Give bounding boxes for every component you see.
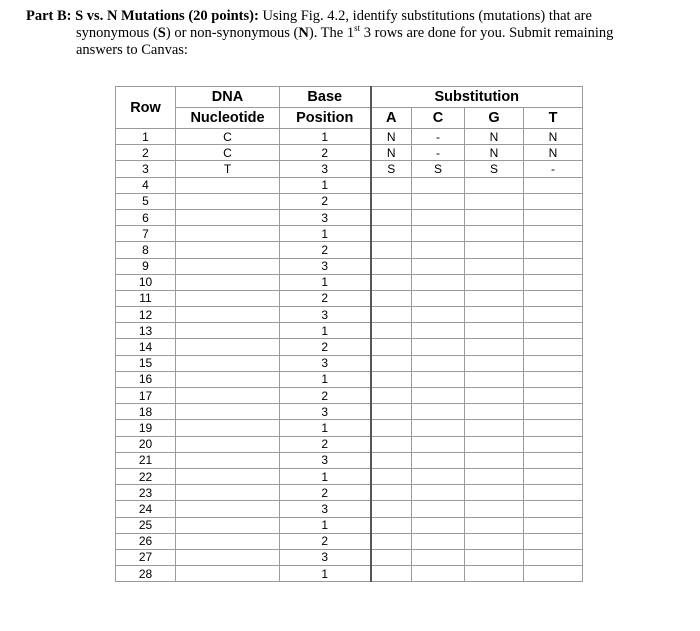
dna-nucleotide-cell	[176, 258, 280, 274]
base-position-cell: 1	[280, 129, 371, 145]
dna-nucleotide-cell	[176, 323, 280, 339]
table-row	[116, 371, 583, 387]
instructions-title: Part B: S vs. N Mutations (20 points):	[26, 8, 259, 24]
substitution-c-cell[interactable]	[412, 533, 465, 549]
substitution-g-cell[interactable]	[465, 193, 524, 209]
row-number-cell: 3	[116, 161, 176, 177]
table-row	[116, 517, 583, 533]
row-number-cell: 1	[116, 129, 176, 145]
synonymous-abbr: S	[157, 25, 166, 41]
substitution-g-cell[interactable]	[465, 468, 524, 484]
header-c: C	[412, 108, 465, 129]
substitution-c-cell[interactable]	[412, 209, 465, 225]
substitution-g-cell[interactable]	[465, 485, 524, 501]
substitution-g-cell[interactable]: N	[465, 129, 524, 145]
substitution-a-cell[interactable]	[371, 177, 412, 193]
substitution-a-cell[interactable]	[371, 566, 412, 582]
row-number-cell: 15	[116, 355, 176, 371]
substitution-c-cell[interactable]	[412, 485, 465, 501]
row-number-cell: 14	[116, 339, 176, 355]
substitution-c-cell[interactable]	[412, 517, 465, 533]
substitution-t-cell[interactable]	[524, 566, 583, 582]
substitution-c-cell[interactable]	[412, 420, 465, 436]
table-row	[116, 290, 583, 306]
substitution-t-cell[interactable]	[524, 226, 583, 242]
base-position-cell: 3	[280, 501, 371, 517]
instructions-line-2	[26, 25, 666, 42]
row-number-cell: 10	[116, 274, 176, 290]
dna-nucleotide-cell	[176, 501, 280, 517]
substitution-g-cell[interactable]	[465, 323, 524, 339]
substitution-t-cell[interactable]	[524, 404, 583, 420]
substitution-g-cell[interactable]	[465, 404, 524, 420]
substitution-c-cell[interactable]	[412, 258, 465, 274]
dna-nucleotide-cell	[176, 468, 280, 484]
dna-nucleotide-cell	[176, 371, 280, 387]
table-row	[116, 274, 583, 290]
row-number-cell: 17	[116, 388, 176, 404]
instructions-paragraph	[26, 8, 666, 59]
substitution-a-cell[interactable]	[371, 485, 412, 501]
dna-nucleotide-cell	[176, 226, 280, 242]
header-dna-line2: Nucleotide	[176, 108, 280, 129]
base-position-cell: 3	[280, 404, 371, 420]
row-number-cell: 5	[116, 193, 176, 209]
row-number-cell: 13	[116, 323, 176, 339]
dna-nucleotide-cell	[176, 290, 280, 306]
substitution-a-cell[interactable]	[371, 307, 412, 323]
table-row	[116, 129, 583, 145]
dna-nucleotide-cell	[176, 388, 280, 404]
table-row	[116, 355, 583, 371]
table-row	[116, 388, 583, 404]
row-number-cell: 2	[116, 145, 176, 161]
substitution-g-cell[interactable]	[465, 226, 524, 242]
substitution-c-cell[interactable]	[412, 177, 465, 193]
substitution-t-cell[interactable]	[524, 177, 583, 193]
substitution-t-cell[interactable]	[524, 242, 583, 258]
dna-nucleotide-cell: T	[176, 161, 280, 177]
substitution-t-cell[interactable]	[524, 501, 583, 517]
substitution-a-cell[interactable]	[371, 242, 412, 258]
substitution-c-cell[interactable]	[412, 468, 465, 484]
substitution-a-cell[interactable]	[371, 274, 412, 290]
substitution-t-cell[interactable]	[524, 371, 583, 387]
row-number-cell: 19	[116, 420, 176, 436]
substitution-g-cell[interactable]	[465, 307, 524, 323]
substitution-t-cell[interactable]	[524, 323, 583, 339]
substitution-a-cell[interactable]: S	[371, 161, 412, 177]
base-position-cell: 3	[280, 258, 371, 274]
substitution-t-cell[interactable]: N	[524, 129, 583, 145]
instructions-superscript: st	[354, 23, 361, 34]
base-position-cell: 2	[280, 242, 371, 258]
substitution-t-cell[interactable]	[524, 193, 583, 209]
mutation-table	[115, 86, 583, 582]
table-row	[116, 485, 583, 501]
substitution-c-cell[interactable]	[412, 339, 465, 355]
base-position-cell: 2	[280, 145, 371, 161]
substitution-t-cell[interactable]	[524, 258, 583, 274]
substitution-c-cell[interactable]	[412, 290, 465, 306]
substitution-g-cell[interactable]	[465, 388, 524, 404]
substitution-c-cell[interactable]	[412, 436, 465, 452]
substitution-g-cell[interactable]	[465, 290, 524, 306]
table-row	[116, 404, 583, 420]
row-number-cell: 8	[116, 242, 176, 258]
base-position-cell: 2	[280, 339, 371, 355]
substitution-c-cell[interactable]	[412, 242, 465, 258]
substitution-g-cell[interactable]: N	[465, 145, 524, 161]
substitution-t-cell[interactable]	[524, 274, 583, 290]
table-row	[116, 193, 583, 209]
substitution-g-cell[interactable]	[465, 177, 524, 193]
substitution-t-cell[interactable]	[524, 209, 583, 225]
dna-nucleotide-cell	[176, 404, 280, 420]
substitution-a-cell[interactable]	[371, 258, 412, 274]
table-row	[116, 258, 583, 274]
table-row	[116, 501, 583, 517]
substitution-c-cell[interactable]	[412, 404, 465, 420]
base-position-cell: 2	[280, 533, 371, 549]
base-position-cell: 3	[280, 209, 371, 225]
base-position-cell: 2	[280, 290, 371, 306]
substitution-g-cell[interactable]	[465, 355, 524, 371]
table-row	[116, 177, 583, 193]
base-position-cell: 1	[280, 468, 371, 484]
substitution-t-cell[interactable]: -	[524, 161, 583, 177]
table-row	[116, 339, 583, 355]
substitution-t-cell[interactable]	[524, 388, 583, 404]
header-g: G	[465, 108, 524, 129]
substitution-c-cell[interactable]	[412, 371, 465, 387]
substitution-a-cell[interactable]	[371, 388, 412, 404]
substitution-t-cell[interactable]	[524, 533, 583, 549]
table-row	[116, 209, 583, 225]
substitution-g-cell[interactable]	[465, 258, 524, 274]
row-number-cell: 7	[116, 226, 176, 242]
substitution-c-cell[interactable]	[412, 274, 465, 290]
row-number-cell: 23	[116, 485, 176, 501]
table-row	[116, 145, 583, 161]
substitution-g-cell[interactable]	[465, 501, 524, 517]
base-position-cell: 1	[280, 371, 371, 387]
substitution-t-cell[interactable]: N	[524, 145, 583, 161]
row-number-cell: 22	[116, 468, 176, 484]
table-row	[116, 307, 583, 323]
base-position-cell: 1	[280, 420, 371, 436]
substitution-a-cell[interactable]	[371, 226, 412, 242]
dna-nucleotide-cell	[176, 242, 280, 258]
dna-nucleotide-cell	[176, 420, 280, 436]
substitution-g-cell[interactable]: S	[465, 161, 524, 177]
substitution-c-cell[interactable]	[412, 566, 465, 582]
substitution-a-cell[interactable]	[371, 355, 412, 371]
substitution-a-cell[interactable]: N	[371, 145, 412, 161]
base-position-cell: 1	[280, 274, 371, 290]
instructions-text-3: ) or non-synonymous (	[165, 25, 299, 41]
substitution-t-cell[interactable]	[524, 307, 583, 323]
substitution-t-cell[interactable]	[524, 517, 583, 533]
header-t: T	[524, 108, 583, 129]
substitution-t-cell[interactable]	[524, 355, 583, 371]
base-position-cell: 3	[280, 161, 371, 177]
substitution-a-cell[interactable]: N	[371, 129, 412, 145]
base-position-cell: 1	[280, 517, 371, 533]
row-number-cell: 24	[116, 501, 176, 517]
substitution-a-cell[interactable]	[371, 290, 412, 306]
table-row	[116, 420, 583, 436]
substitution-c-cell[interactable]	[412, 355, 465, 371]
substitution-c-cell[interactable]	[412, 549, 465, 565]
base-position-cell: 2	[280, 388, 371, 404]
instructions-text-2: synonymous (	[76, 25, 158, 41]
table-row	[116, 533, 583, 549]
instructions-text-6: answers to Canvas:	[76, 42, 188, 58]
dna-nucleotide-cell	[176, 307, 280, 323]
header-dna-line1: DNA	[176, 87, 280, 108]
dna-nucleotide-cell	[176, 193, 280, 209]
dna-nucleotide-cell	[176, 533, 280, 549]
substitution-t-cell[interactable]	[524, 420, 583, 436]
row-number-cell: 27	[116, 549, 176, 565]
substitution-a-cell[interactable]	[371, 436, 412, 452]
row-number-cell: 21	[116, 452, 176, 468]
substitution-g-cell[interactable]	[465, 339, 524, 355]
substitution-t-cell[interactable]	[524, 452, 583, 468]
substitution-g-cell[interactable]	[465, 533, 524, 549]
table-row	[116, 161, 583, 177]
header-a: A	[371, 108, 412, 129]
substitution-g-cell[interactable]	[465, 420, 524, 436]
base-position-cell: 1	[280, 566, 371, 582]
dna-nucleotide-cell: C	[176, 145, 280, 161]
table-row	[116, 242, 583, 258]
table-row	[116, 323, 583, 339]
header-substitution: Substitution	[371, 87, 583, 108]
substitution-c-cell[interactable]: -	[412, 129, 465, 145]
table-row	[116, 549, 583, 565]
substitution-a-cell[interactable]	[371, 420, 412, 436]
base-position-cell: 1	[280, 226, 371, 242]
substitution-g-cell[interactable]	[465, 371, 524, 387]
dna-nucleotide-cell	[176, 452, 280, 468]
substitution-c-cell[interactable]: S	[412, 161, 465, 177]
dna-nucleotide-cell	[176, 485, 280, 501]
substitution-t-cell[interactable]	[524, 549, 583, 565]
substitution-g-cell[interactable]	[465, 436, 524, 452]
substitution-t-cell[interactable]	[524, 485, 583, 501]
base-position-cell: 2	[280, 485, 371, 501]
substitution-c-cell[interactable]	[412, 226, 465, 242]
base-position-cell: 3	[280, 355, 371, 371]
substitution-a-cell[interactable]	[371, 371, 412, 387]
instructions-text-1: Using Fig. 4.2, identify substitutions (mutations) that are	[258, 8, 592, 24]
substitution-a-cell[interactable]	[371, 404, 412, 420]
substitution-a-cell[interactable]	[371, 452, 412, 468]
substitution-g-cell[interactable]	[465, 517, 524, 533]
substitution-t-cell[interactable]	[524, 436, 583, 452]
substitution-c-cell[interactable]	[412, 501, 465, 517]
dna-nucleotide-cell	[176, 355, 280, 371]
substitution-c-cell[interactable]	[412, 323, 465, 339]
row-number-cell: 18	[116, 404, 176, 420]
row-number-cell: 16	[116, 371, 176, 387]
dna-nucleotide-cell	[176, 209, 280, 225]
substitution-g-cell[interactable]	[465, 209, 524, 225]
substitution-a-cell[interactable]	[371, 323, 412, 339]
substitution-a-cell[interactable]	[371, 517, 412, 533]
row-number-cell: 26	[116, 533, 176, 549]
instructions-text-4: ). The 1	[308, 25, 355, 41]
substitution-a-cell[interactable]	[371, 501, 412, 517]
row-number-cell: 9	[116, 258, 176, 274]
table-row	[116, 468, 583, 484]
substitution-t-cell[interactable]	[524, 468, 583, 484]
header-row: Row	[116, 87, 176, 129]
substitution-c-cell[interactable]	[412, 452, 465, 468]
row-number-cell: 4	[116, 177, 176, 193]
base-position-cell: 1	[280, 323, 371, 339]
substitution-c-cell[interactable]: -	[412, 145, 465, 161]
substitution-a-cell[interactable]	[371, 533, 412, 549]
header-base-line1: Base	[280, 87, 371, 108]
dna-nucleotide-cell: C	[176, 129, 280, 145]
substitution-g-cell[interactable]	[465, 274, 524, 290]
substitution-g-cell[interactable]	[465, 242, 524, 258]
substitution-g-cell[interactable]	[465, 549, 524, 565]
substitution-a-cell[interactable]	[371, 209, 412, 225]
dna-nucleotide-cell	[176, 549, 280, 565]
substitution-a-cell[interactable]	[371, 549, 412, 565]
dna-nucleotide-cell	[176, 517, 280, 533]
substitution-t-cell[interactable]	[524, 290, 583, 306]
base-position-cell: 3	[280, 549, 371, 565]
base-position-cell: 3	[280, 452, 371, 468]
base-position-cell: 3	[280, 307, 371, 323]
row-number-cell: 25	[116, 517, 176, 533]
row-number-cell: 12	[116, 307, 176, 323]
instructions-text-5: 3 rows are done for you. Submit remaining	[360, 25, 614, 41]
substitution-c-cell[interactable]	[412, 388, 465, 404]
base-position-cell: 2	[280, 193, 371, 209]
dna-nucleotide-cell	[176, 566, 280, 582]
header-base-line2: Position	[280, 108, 371, 129]
row-number-cell: 20	[116, 436, 176, 452]
substitution-g-cell[interactable]	[465, 566, 524, 582]
table-body	[116, 129, 583, 582]
non-synonymous-abbr: N	[298, 25, 309, 41]
row-number-cell: 28	[116, 566, 176, 582]
substitution-a-cell[interactable]	[371, 468, 412, 484]
dna-nucleotide-cell	[176, 339, 280, 355]
dna-nucleotide-cell	[176, 274, 280, 290]
substitution-c-cell[interactable]	[412, 307, 465, 323]
substitution-a-cell[interactable]	[371, 339, 412, 355]
base-position-cell: 2	[280, 436, 371, 452]
table-row	[116, 226, 583, 242]
substitution-c-cell[interactable]	[412, 193, 465, 209]
substitution-g-cell[interactable]	[465, 452, 524, 468]
table-row	[116, 566, 583, 582]
table-row	[116, 452, 583, 468]
table-row	[116, 436, 583, 452]
row-number-cell: 6	[116, 209, 176, 225]
substitution-a-cell[interactable]	[371, 193, 412, 209]
substitution-t-cell[interactable]	[524, 339, 583, 355]
row-number-cell: 11	[116, 290, 176, 306]
dna-nucleotide-cell	[176, 436, 280, 452]
base-position-cell: 1	[280, 177, 371, 193]
dna-nucleotide-cell	[176, 177, 280, 193]
